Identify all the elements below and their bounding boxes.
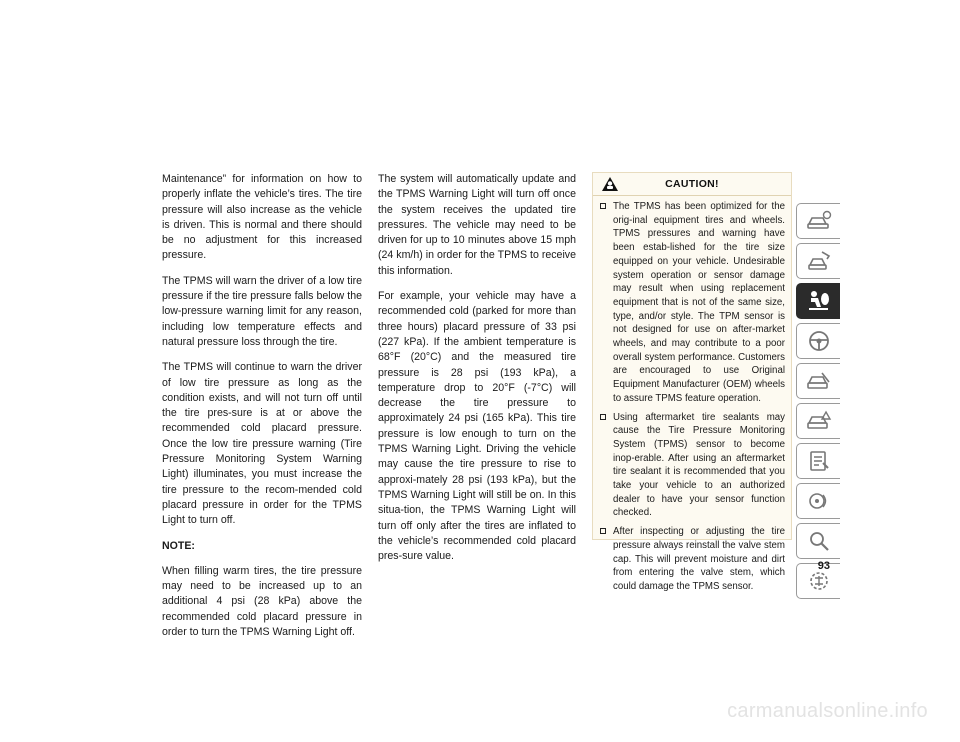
maintenance-checklist-icon [806, 449, 832, 473]
multimedia-icon [806, 489, 832, 513]
chapter-tabs [796, 203, 842, 603]
car-dashboard-icon [806, 369, 832, 393]
tab-safety[interactable] [796, 283, 840, 319]
index-search-icon [806, 529, 832, 553]
caution-item-text: After inspecting or adjusting the tire pressure always reinstall the valve stem cap. This will prevent moisture and dirt from entering the valve stem, which could damage the TPMS sensor. [613, 526, 785, 592]
paragraph: The system will automatically update and the TPMS Warning Light will turn off once the system receives the updated tire pressures. The vehicle may need to be driven for up to 10 minutes above 15 mph (24 km/h) in order for the TPMS to receive this information. [378, 173, 576, 277]
caution-list [593, 196, 791, 594]
square-bullet-icon [600, 203, 606, 209]
paragraph: Maintenance” for information on how to properly inflate the vehicle’s tires. The tire pressure will also increase as the vehicle is driven. This is normal and there should be no adjustment for this increased pressure. [162, 173, 362, 262]
car-emergency-icon [806, 409, 832, 433]
airbag-safety-icon [806, 289, 832, 313]
note-label: NOTE: [162, 539, 195, 552]
tab-in-case-of-emergency[interactable] [796, 403, 840, 439]
caution-item-text: The TPMS has been optimized for the orig-inal equipment tires and wheels. TPMS pressures and warning have been estab-lished for the tire size equipped on your vehicle. Undesirable system operation or sensor damage may result when using replacement equipment that is not of the same size, type, and/or style. The TPM sensor is not designed for use on after-market wheels, and may contribute to a poor overall system performance. Customers are encouraged to use Original Equipment Manufacturer (OEM) wheels to assure TPMS feature operation. [613, 201, 785, 404]
caution-item [599, 525, 785, 594]
car-key-icon [806, 249, 832, 273]
note-text: When filling warm tires, the tire pressure may need to be increased up to an additional 4 psi (28 kPa) above the recommended cold placard pressure in order to turn the TPMS Warning Light off. [162, 564, 362, 639]
tab-servicing-and-maintenance[interactable] [796, 443, 840, 479]
square-bullet-icon [600, 528, 606, 534]
tab-index[interactable] [796, 523, 840, 559]
tab-starting-and-operating[interactable] [796, 323, 840, 359]
car-info-icon [806, 209, 832, 233]
language-settings-icon [806, 569, 832, 593]
tab-getting-to-know-vehicle[interactable] [796, 203, 840, 239]
page-number: 93 [817, 560, 830, 572]
square-bullet-icon [600, 414, 606, 420]
watermark [0, 700, 960, 723]
text-column-left [162, 172, 362, 650]
tab-multimedia[interactable] [796, 483, 840, 519]
caution-header [593, 173, 791, 196]
text-column-middle [378, 172, 576, 574]
caution-item-text: Using aftermarket tire sealants may cause the Tire Pressure Monitoring System (TPMS) sensor to become inop-erable. After using an aftermarket tire sealant it is recommended that you take your vehicle to an authorized dealer to have your sensor function checked. [613, 411, 785, 519]
watermark-text: carmanualsonline.info [727, 700, 928, 722]
paragraph: The TPMS will continue to warn the driver of low tire pressure as long as the condition exists, and will not turn off until the tire pres-sure is at or above the recommended cold placard pressure. Once the low tire pressure warning (Tire Pressure Monitoring System Warning Light) illuminates, you must increase the tire pressure to the recom-mended cold placard pressure in order for the TPMS Light to turn off. [162, 361, 362, 527]
caution-warning-icon [601, 176, 619, 192]
steering-wheel-icon [806, 329, 832, 353]
tab-getting-started[interactable] [796, 243, 840, 279]
caution-item [599, 200, 785, 406]
caution-box [592, 172, 792, 592]
tab-instrument-cluster[interactable] [796, 363, 840, 399]
paragraph: The TPMS will warn the driver of a low tire pressure if the tire pressure falls below the low-pressure warning limit for any reason, including low temperature effects and natural pressure loss through the tire. [162, 274, 362, 348]
caution-item [599, 411, 785, 521]
paragraph: For example, your vehicle may have a recommended cold (parked for more than three hours) placard pressure of 33 psi (227 kPa). If the ambient temperature is 68°F (20°C) and the measured tire pressure is 28 psi (193 kPa), a temperature drop to 20°F (-7°C) will decrease the tire pressure to approximately 24 psi (165 kPa). This tire pressure is low enough to turn on the TPMS Warning Light. Driving the vehicle may cause the tire pressure to rise to approxi-mately 28 psi (193 kPa), but the TPMS Warning Light will still be on. In this situa-tion, the TPMS Warning Light will turn off only after the tires are inflated to the vehicle’s recommended cold placard pres-sure value. [378, 290, 576, 563]
caution-title: CAUTION! [665, 178, 719, 190]
